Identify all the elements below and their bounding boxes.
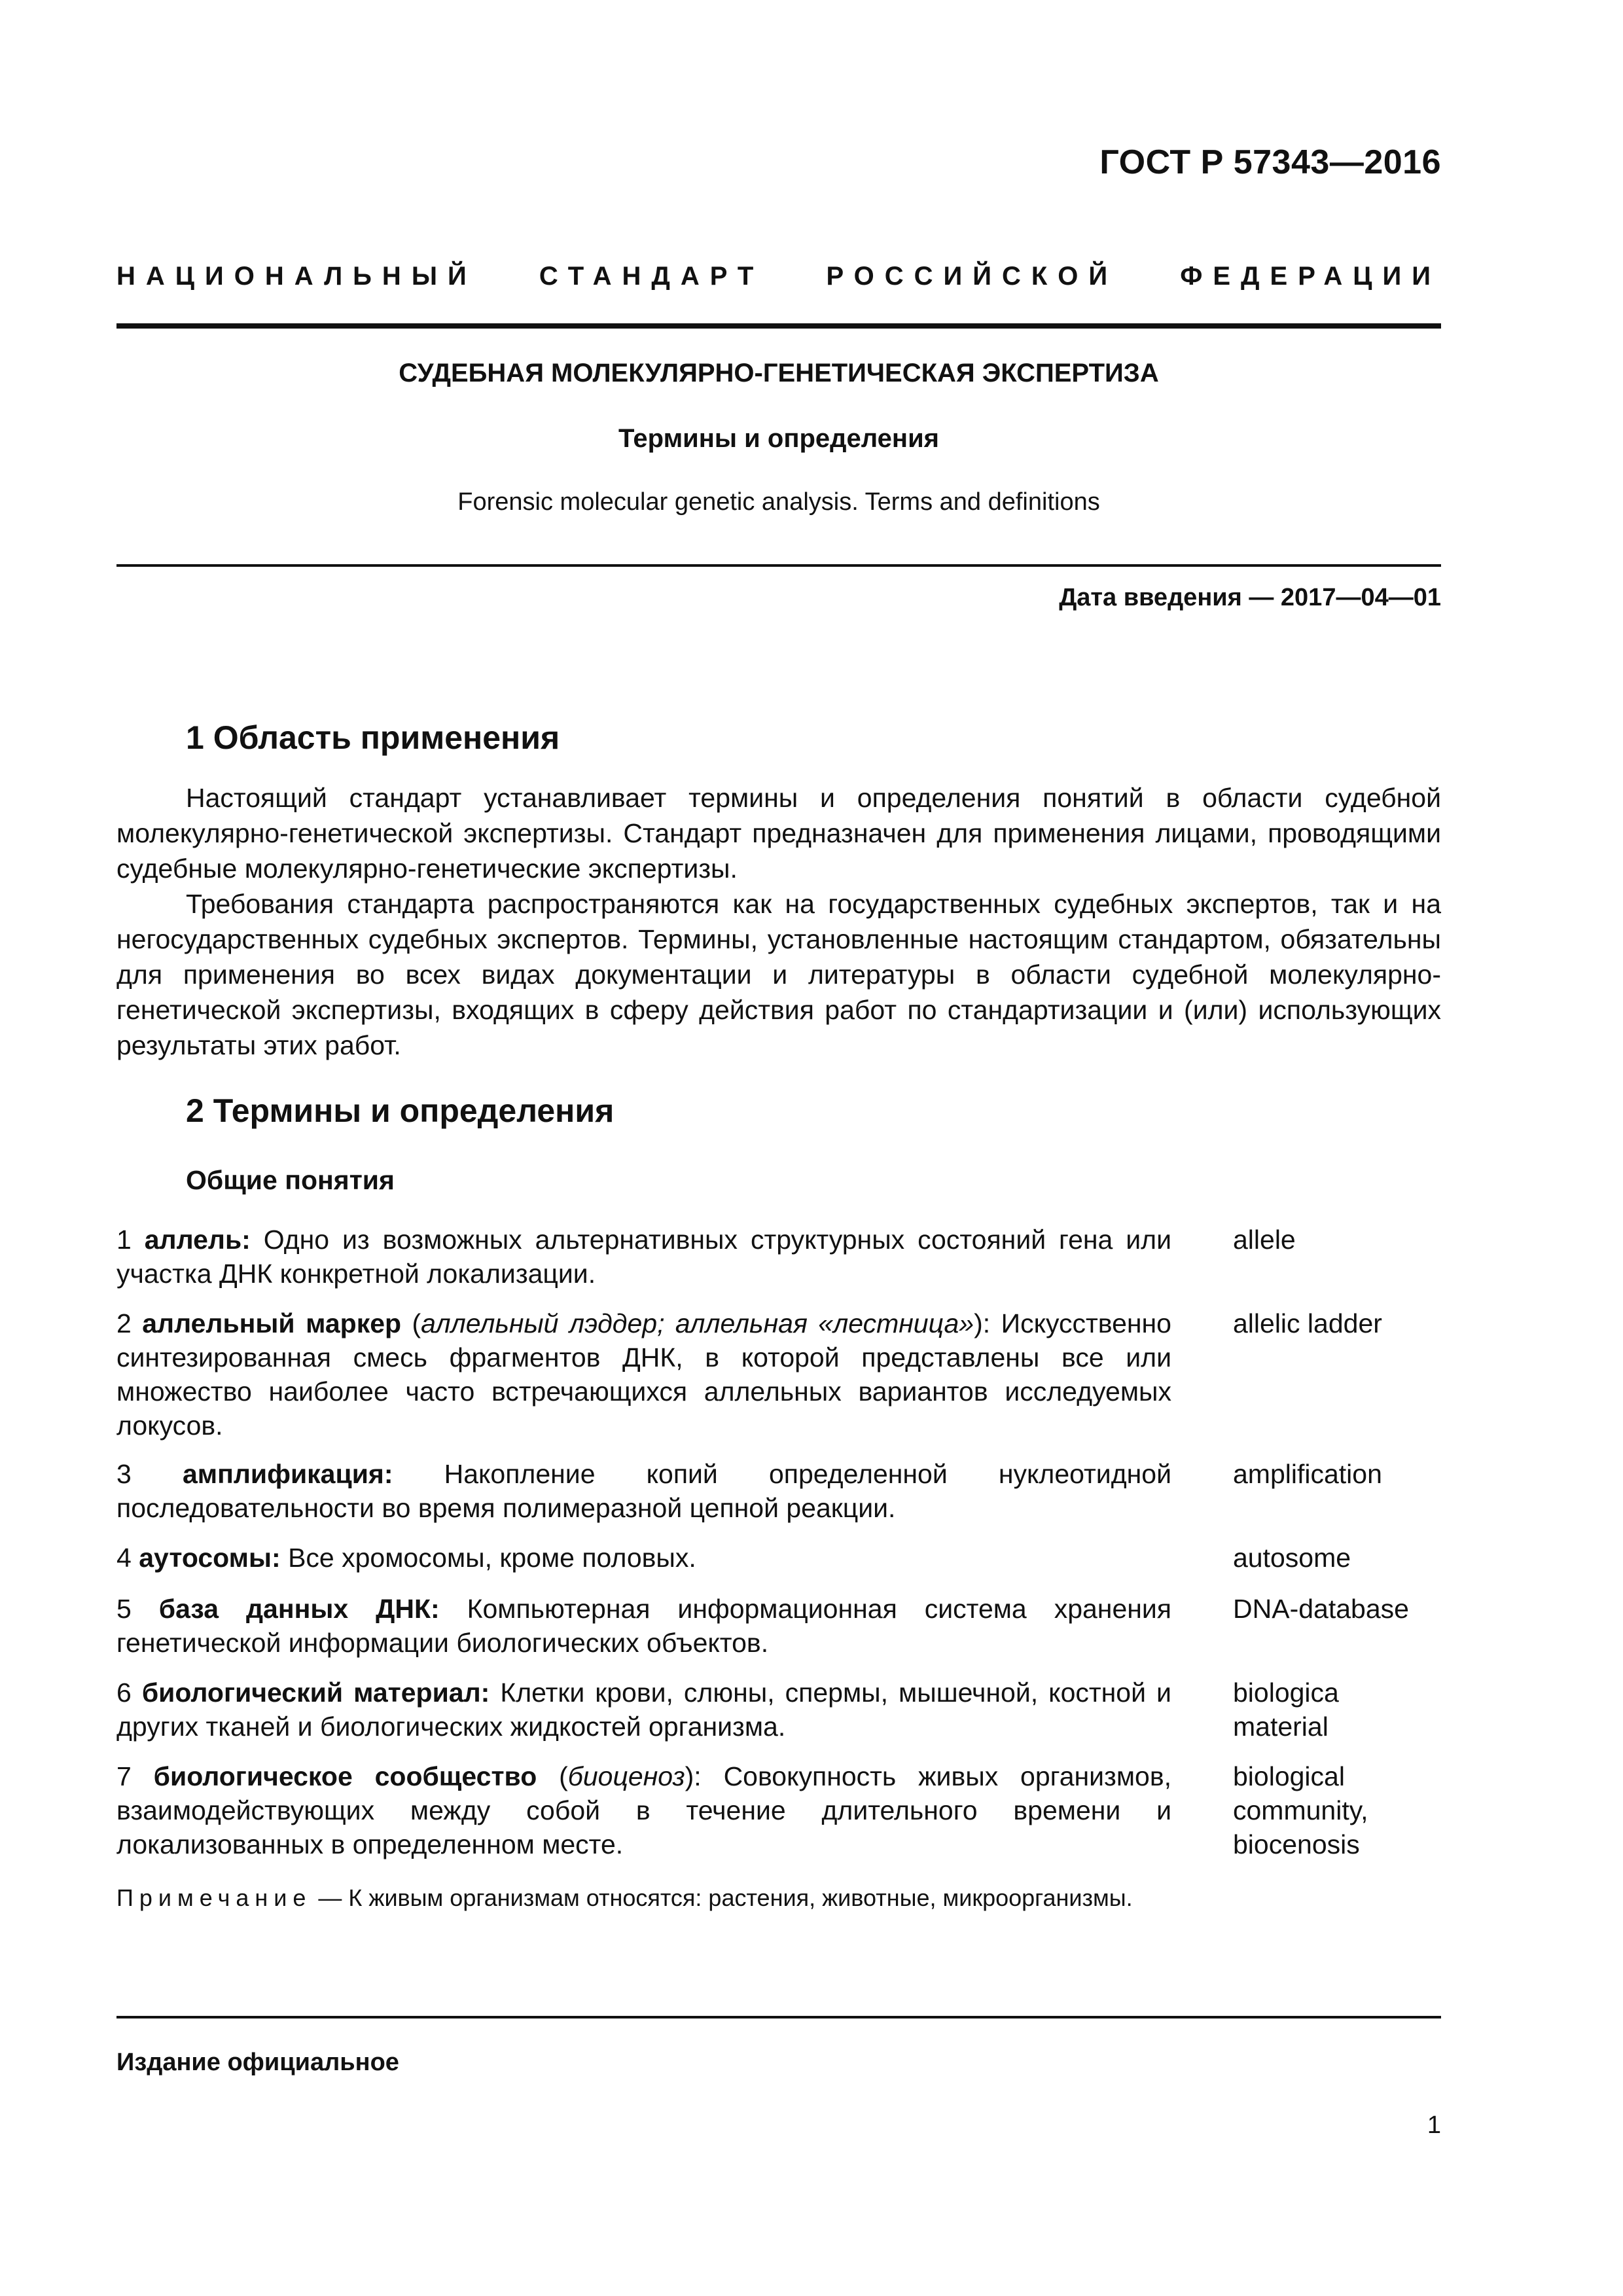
term-name: аллель: [144,1225,251,1255]
term-name: биологическое сообщество [153,1761,537,1791]
paragraph-text: Настоящий стандарт устанавливает термины и определения понятий в области судебной молекулярно-генетической экспертизы. Стандарт предназначен для применения лицами, проводящими судебные молекулярно-генетические экспертизы. [116,783,1441,884]
term-english: biological community, biocenosis [1233,1761,1368,1859]
term-entry-6 [116,1676,1441,1744]
term-description: Клетки крови, слюны, спермы, мышечной, костной и других тканей и биологических жидкостей организма. [116,1677,1171,1742]
title-rule [116,564,1441,567]
document-code: ГОСТ Р 57343—2016 [1099,143,1441,181]
term-entry-7 [116,1759,1441,1861]
note-label: Примечание [116,1884,312,1911]
document-title-english: Forensic molecular genetic analysis. Terms and definitions [457,488,1100,516]
term-description: Совокупность живых организмов, взаимодействующих между собой в течение длительного времени и локализованных в определенном месте. [116,1761,1172,1859]
term-description: Одно из возможных альтернативных структурных состояний гена или участка ДНК конкретной локализации. [116,1225,1171,1289]
section-2-heading: 2 Термины и определения [186,1092,615,1129]
general-concepts-subheading: Общие понятия [186,1165,395,1195]
term-entry-2 [116,1306,1441,1443]
document-title: СУДЕБНАЯ МОЛЕКУЛЯРНО-ГЕНЕТИЧЕСКАЯ ЭКСПЕРТИЗА [399,359,1159,387]
page-number: 1 [1427,2111,1441,2139]
note-text: — К живым организмам относятся: растения, животные, микроорганизмы. [318,1884,1133,1911]
term-name: база данных ДНК: [158,1594,440,1624]
term-english: DNA-database [1233,1594,1409,1624]
term-definition: 3 амплификация: Накопление копий определенной нуклеотидной последовательности во время полимеразной цепной реакции. [116,1459,1171,1523]
introduction-date: Дата введения — 2017—04—01 [1059,584,1441,611]
term-definition: 2 аллельный маркер (аллельный лэддер; аллельная «лестница»): Искусственно синтезированная смесь фрагментов ДНК, в которой представлены все или множество наиболее часто встречающихся аллельных вариантов исследуемых локусов. [116,1308,1171,1441]
term-english: allelic ladder [1233,1308,1382,1338]
term-entry-3 [116,1457,1441,1525]
term-name: аллельный маркер [142,1308,402,1338]
term-definition: 5 база данных ДНК: Компьютерная информационная система хранения генетической информации биологических объектов. [116,1594,1171,1658]
term-note [116,1882,1171,1914]
document-subtitle: Термины и определения [618,424,940,453]
term-description: Все хромосомы, кроме половых. [288,1543,696,1573]
term-name: биологический материал: [141,1677,490,1708]
term-name: аутосомы: [139,1543,281,1573]
term-description: Искусственно синтезированная смесь фрагментов ДНК, в которой представлены все или множество наиболее часто встречающихся аллельных вариантов исследуемых локусов. [116,1308,1171,1441]
header-rule [116,323,1441,329]
term-entry-4 [116,1541,1441,1575]
term-description: Накопление копий определенной нуклеотидной последовательности во время полимеразной цепной реакции. [116,1459,1171,1523]
term-synonym: биоценоз [567,1761,685,1791]
section-1-paragraph-2 [116,886,1441,1063]
term-english: biologica material [1233,1677,1339,1742]
paragraph-text: Требования стандарта распространяются как на государственных судебных экспертов, так и на негосударственных судебных экспертов. Термины, установленные настоящим стандартом, обязательны для применения во всех видах документации и литературы в области судебной молекулярно-генетической экспертизы, входящих в сферу действия работ по стандартизации и (или) использующих результаты этих работ. [116,889,1441,1060]
term-entry-1 [116,1223,1441,1291]
national-standard-banner: НАЦИОНАЛЬНЫЙ СТАНДАРТ РОССИЙСКОЙ ФЕДЕРАЦИИ [116,262,1441,291]
term-definition: 1 аллель: Одно из возможных альтернативных структурных состояний гена или участка ДНК конкретной локализации. [116,1225,1171,1289]
edition-label: Издание официальное [116,2049,399,2076]
term-definition: 7 биологическое сообщество (биоценоз): Совокупность живых организмов, взаимодействующих между собой в течение длительного времени и локализованных в определенном месте. [116,1761,1172,1859]
term-entry-5 [116,1592,1441,1660]
term-description: Компьютерная информационная система хранения генетической информации биологических объектов. [116,1594,1171,1658]
section-1-paragraph-1 [116,780,1441,886]
term-synonym: аллельный лэддер; аллельная «лестница» [421,1308,974,1338]
term-definition: 6 биологический материал: Клетки крови, слюны, спермы, мышечной, костной и других тканей и биологических жидкостей организма. [116,1677,1171,1742]
footer-rule [116,2016,1441,2018]
term-english: allele [1233,1225,1296,1255]
term-english: amplification [1233,1459,1382,1489]
term-name: амплификация: [182,1459,393,1489]
term-definition: 4 аутосомы: Все хромосомы, кроме половых. [116,1543,696,1573]
section-1-heading: 1 Область применения [186,719,560,756]
term-english: autosome [1233,1543,1351,1573]
